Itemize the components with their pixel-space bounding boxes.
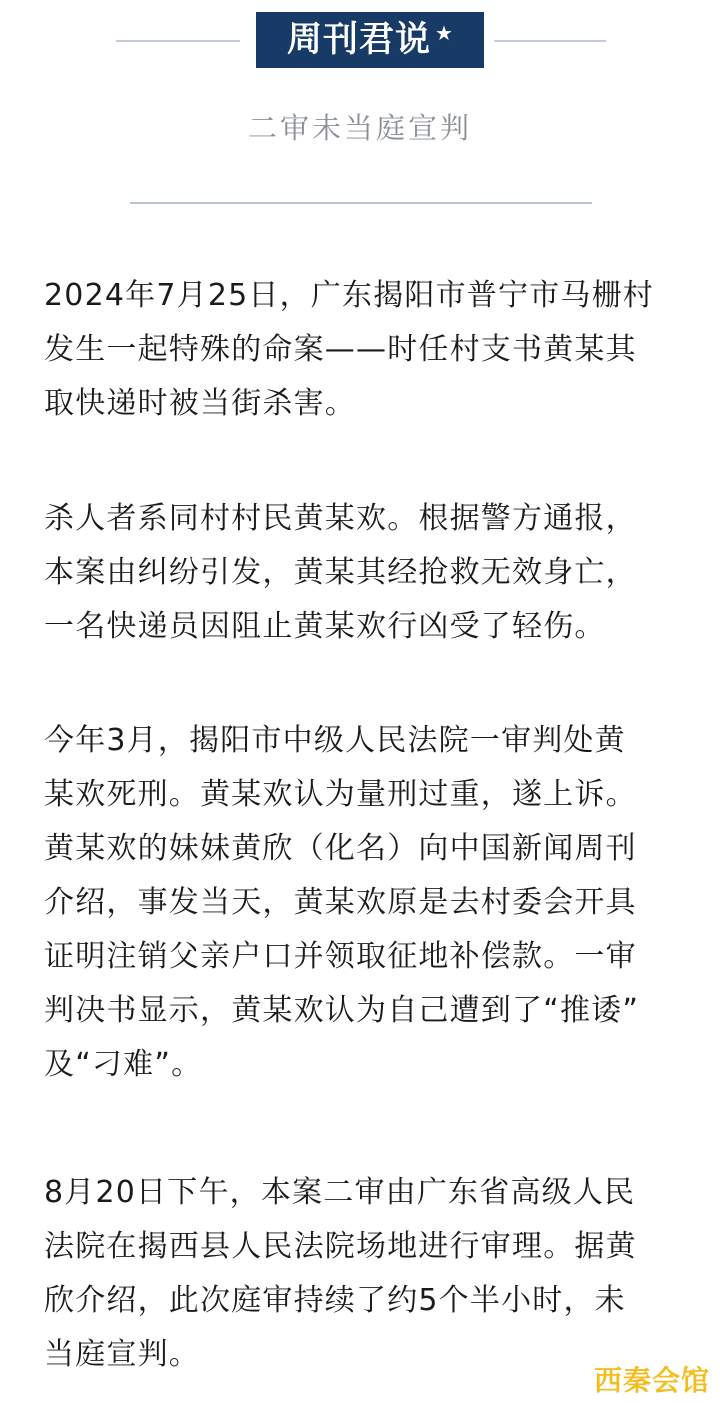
- brand-banner: [256, 12, 484, 68]
- paragraph-line: 判决书显示，黄某欢认为自己遭到了“推诿”: [44, 993, 640, 1028]
- paragraph-line: 发生一起特殊的命案——时任村支书黄某其: [44, 332, 637, 367]
- brand-title: 周刊君说: [287, 19, 432, 60]
- masthead: [0, 12, 720, 70]
- paragraph-line: 介绍，事发当天，黄某欢原是去村委会开具: [44, 885, 637, 920]
- paragraph-line: 今年3月，揭阳市中级人民法院一审判处黄: [44, 723, 626, 758]
- paragraph-line: 取快递时被当街杀害。: [44, 386, 356, 421]
- paragraph-line: 2024年7月25日，广东揭阳市普宁市马栅村: [44, 278, 655, 313]
- paragraph-line: 欣介绍，此次庭审持续了约5个半小时，未: [44, 1283, 626, 1318]
- paragraph-line: 某欢死刑。黄某欢认为量刑过重，遂上诉。: [44, 777, 637, 812]
- paragraph-line: 证明注销父亲户口并领取征地补偿款。一审: [44, 939, 637, 974]
- masthead-right-rule: [494, 40, 606, 42]
- paragraph-3: [44, 714, 684, 1092]
- subtitle-divider: [130, 202, 592, 204]
- star-icon: ★: [435, 21, 453, 45]
- paragraph-1: [44, 269, 684, 431]
- paragraph-2: [44, 492, 684, 654]
- paragraph-line: 本案由纠纷引发，黄某其经抢救无效身亡，: [44, 555, 637, 590]
- paragraph-line: 一名快递员因阻止黄某欢行凶受了轻伤。: [44, 609, 606, 644]
- paragraph-4: [44, 1166, 684, 1382]
- masthead-left-rule: [116, 40, 240, 42]
- paragraph-line: 杀人者系同村村民黄某欢。根据警方通报，: [44, 501, 637, 536]
- watermark-logo: 西秦会馆: [593, 1364, 710, 1397]
- section-subtitle: 二审未当庭宣判: [247, 111, 472, 145]
- paragraph-line: 黄某欢的妹妹黄欣（化名）向中国新闻周刊: [44, 831, 637, 866]
- paragraph-line: 及“刁难”。: [44, 1047, 203, 1082]
- paragraph-line: 法院在揭西县人民法院场地进行审理。据黄: [44, 1229, 637, 1264]
- paragraph-line: 当庭宣判。: [44, 1337, 200, 1372]
- paragraph-line: 8月20日下午，本案二审由广东省高级人民: [44, 1175, 636, 1210]
